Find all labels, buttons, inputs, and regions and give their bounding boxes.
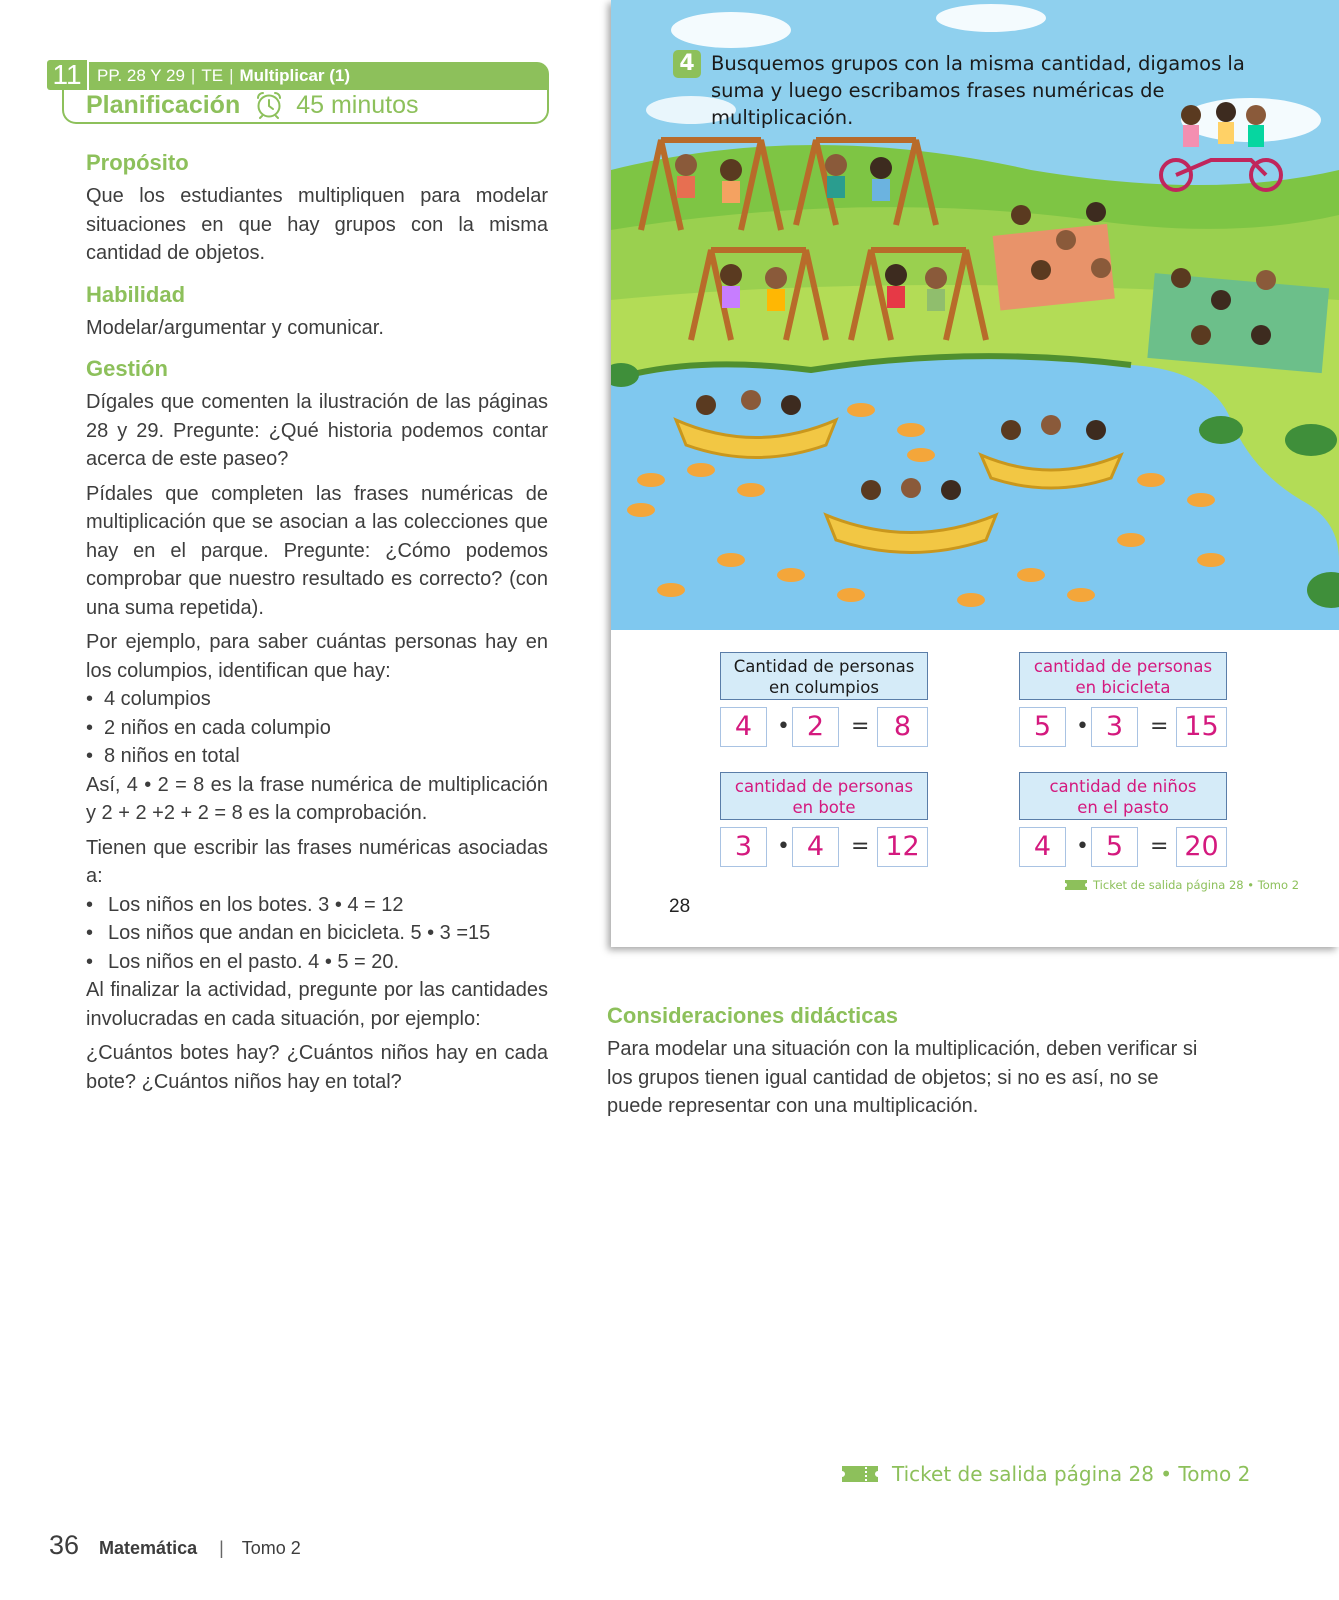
multiply-dot: • [1076,834,1089,859]
lesson-top-bar: PP. 28 Y 29 | TE | Multiplicar (1) [89,62,549,90]
list-item: • 4 columpios [86,685,548,714]
consideraciones-section [607,1003,1217,1121]
ticket-note [842,1462,1250,1486]
planning-title: Planificación [86,90,241,119]
list-item: • 8 niños en total [86,742,548,771]
factor-b-box: 5 [1091,827,1138,867]
bullet-list [86,891,548,977]
page-footer [49,1530,301,1561]
gestion-paragraph: Por ejemplo, para saber cuántas personas hay en los columpios, identifican que hay: [86,631,548,682]
gestion-paragraph: Tienen que escribir las frases numéricas asociadas a: [86,836,548,887]
calc-bote [720,772,928,867]
calc-label-line: cantidad de personas [734,777,914,796]
factor-a-box: 4 [720,707,767,747]
calc-label [1019,772,1227,820]
ticket-note-small [1065,878,1299,892]
factor-b-box: 3 [1091,707,1138,747]
gestion-paragraph: Pídales que completen las frases numéricas de multiplicación que se asocian a las colecciones que hay en el parque. Pregunte: ¿Cómo podemos comprobar que nuestro resultado es correcto? (con una suma repetida). [86,482,548,619]
list-item: • Los niños que andan en bicicleta. 5 • 3 =15 [86,919,548,948]
calc-label-line: en el pasto [1077,798,1169,817]
factor-b-box: 4 [792,827,839,867]
ticket-icon [842,1466,878,1482]
factor-b-box: 2 [792,707,839,747]
habilidad-title: Habilidad [86,281,186,307]
list-item: • Los niños en los botes. 3 • 4 = 12 [86,891,548,920]
calc-label-line: cantidad de niños [1049,777,1197,796]
calc-label [1019,652,1227,700]
habilidad-text: Modelar/argumentar y comunicar. [86,316,384,339]
calc-equation [1019,707,1227,747]
lesson-te: TE [201,66,224,85]
multiply-dot: • [1076,714,1089,739]
calc-pasto [1019,772,1227,867]
calc-label-line: en bicicleta [1075,678,1171,697]
alarm-clock-icon [254,91,284,119]
result-box: 20 [1176,827,1227,867]
ticket-text: Ticket de salida página 28 • Tomo 2 [892,1462,1251,1486]
gestion-title: Gestión [86,356,168,381]
lesson-header [47,60,549,126]
planning-duration: 45 minutos [296,90,419,119]
lesson-number: 11 [47,60,87,90]
result-box: 15 [1176,707,1227,747]
calc-label-line: cantidad de personas [1033,657,1213,676]
gestion-paragraph: ¿Cuántos botes hay? ¿Cuántos niños hay en cada bote? ¿Cuántos niños hay en total? [86,1042,548,1093]
footer-subject: Matemática [99,1538,198,1558]
factor-a-box: 3 [720,827,767,867]
left-column [86,150,548,1096]
planning-box [62,88,549,124]
calc-columpios [720,652,928,747]
activity-number-badge: 4 [673,50,701,78]
calc-label [720,772,928,820]
footer-volume: Tomo 2 [241,1538,301,1558]
gestion-paragraph: Dígales que comenten la ilustración de las páginas 28 y 29. Pregunte: ¿Qué historia podemos contar acerca de este paseo? [86,391,548,470]
proposito-title: Propósito [86,150,189,175]
result-box: 12 [877,827,928,867]
gestion-paragraph: Así, 4 • 2 = 8 es la frase numérica de multiplicación y 2 + 2 +2 + 2 = 8 es la comprobación. [86,773,548,824]
gestion-paragraph: Al finalizar la actividad, pregunte por las cantidades involucradas en cada situación, por ejemplo: [86,979,548,1030]
consideraciones-title: Consideraciones didácticas [607,1003,898,1028]
list-item: • Los niños en el pasto. 4 • 5 = 20. [86,948,548,977]
calc-label [720,652,928,700]
equals-sign: = [1150,834,1169,859]
calc-equation [1019,827,1227,867]
equals-sign: = [851,714,870,739]
result-box: 8 [877,707,928,747]
ticket-text: Ticket de salida página 28 • Tomo 2 [1093,878,1300,892]
multiply-dot: • [777,834,790,859]
bullet-list [86,685,548,771]
consideraciones-text: Para modelar una situación con la multiplicación, deben verificar si los grupos tienen igual cantidad de objetos; si no es así, no se puede representar con una multiplicación. [607,1038,1198,1117]
calc-equation [720,827,928,867]
lesson-topic: Multiplicar (1) [239,66,351,85]
multiply-dot: • [777,714,790,739]
page-number: 36 [49,1530,80,1560]
calc-label-line: en columpios [769,678,879,697]
calc-bicicleta [1019,652,1227,747]
calc-label-line: Cantidad de personas [733,657,915,676]
ticket-icon [1065,880,1087,890]
proposito-text: Que los estudiantes multipliquen para modelar situaciones en que hay grupos con la misma cantidad de objetos. [86,185,548,264]
list-item: • 2 niños en cada columpio [86,714,548,743]
student-page-number: 28 [669,896,691,917]
factor-a-box: 5 [1019,707,1066,747]
calc-equation [720,707,928,747]
student-page-preview [611,0,1339,947]
equals-sign: = [1150,714,1169,739]
footer-separator: | [219,1538,224,1558]
lesson-pages: PP. 28 Y 29 [97,66,185,85]
calc-label-line: en bote [792,798,856,817]
equals-sign: = [851,834,870,859]
activity-instruction: Busquemos grupos con la misma cantidad, digamos la suma y luego escribamos frases numéricas de multiplicación. [711,52,1245,129]
factor-a-box: 4 [1019,827,1066,867]
